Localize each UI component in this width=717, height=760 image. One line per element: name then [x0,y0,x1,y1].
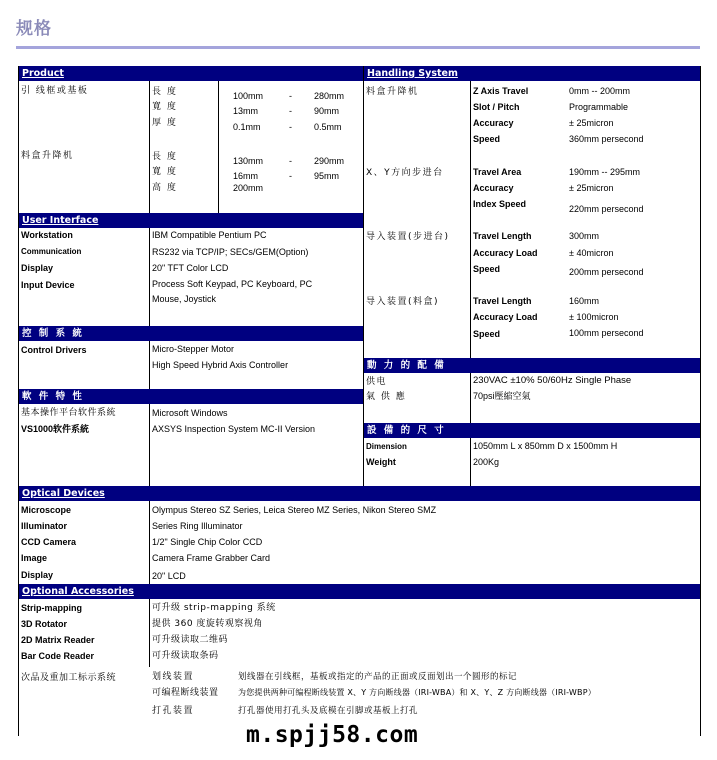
row2-dash: - [289,171,292,181]
software-label-vs1000: VS1000软件系統 [21,424,90,434]
ui-label-input-device: Input Device [21,280,75,290]
product-row1-label: 引 线框或基板 [21,86,89,96]
handling-key: Index Speed [473,199,527,209]
user-interface-header: User Interface [19,213,363,228]
power-label-air: 氣 供 應 [366,392,407,402]
page-title: 规格 [16,19,52,39]
handling-value: Programmable [569,102,629,112]
handling-value: 300mm [569,231,600,241]
control-label: Control Drivers [21,345,87,355]
ui-value-input-device: Process Soft Keypad, PC Keyboard, PC [152,279,313,289]
accessory-value: 可升级 strip-mapping 系统 [152,603,276,613]
handling-col-sep [470,81,471,358]
handling-key: Travel Length [473,296,532,306]
handling-group4-label: 导入装置(料盒) [366,297,440,307]
optical-label: Display [21,570,54,580]
ui-value-communication: RS232 via TCP/IP; SECs/GEM(Option) [152,247,309,257]
marking-item: 可编程断线装置 [152,688,219,698]
optical-value: 20" LCD [152,571,186,581]
product-row2-label: 料盒升降机 [21,151,74,161]
marking-desc: 划线器在引线框，基板或指定的产品的正面或反面划出一个圆形的标记 [238,672,518,682]
handling-value: 220mm persecond [569,204,644,214]
dimension-header: 設 備 的 尺 寸 [364,423,700,438]
handling-key: Accuracy Load [473,248,538,258]
marking-system-label: 次品及重加工标示系统 [21,673,117,683]
row2-height: 200mm [233,183,264,193]
power-label-electric: 供电 [366,377,388,387]
optical-value: Camera Frame Grabber Card [152,553,271,563]
dimension-label: Dimension [366,442,407,451]
software-value-platform: Microsoft Windows [152,408,228,418]
site-watermark[interactable]: m.spjj58.com [246,722,419,748]
handling-key: Accuracy Load [473,312,538,322]
dim-length: 長 度 [152,152,178,162]
handling-value: 100mm persecond [569,328,644,338]
row1-dash: - [289,106,292,116]
dimension-col-sep [470,438,471,486]
accessory-label: Bar Code Reader [21,651,95,661]
handling-value: 160mm [569,296,600,306]
row2-max-length: 290mm [314,156,345,166]
accessory-value: 可升级读取二维码 [152,635,229,645]
row1-dash: - [289,122,292,132]
handling-value: 200mm persecond [569,267,644,277]
row1-max-thickness: 0.5mm [314,122,342,132]
software-col-sep [149,404,150,486]
row1-min-length: 100mm [233,91,264,101]
marking-desc: 打孔器使用打孔头及底模在引脚或基板上打孔 [238,706,419,716]
ui-value-workstation: IBM Compatible Pentium PC [152,230,267,240]
handling-key: Speed [473,264,501,274]
ui-label-display: Display [21,263,54,273]
product-col-sep [149,81,150,213]
dim-thickness: 厚 度 [152,118,178,128]
optical-value: Olympus Stereo SZ Series, Leica Stereo MZ Series, Nikon Stereo SMZ [152,505,437,515]
row1-dash: - [289,91,292,101]
power-col-sep [470,373,471,423]
optical-label: Illuminator [21,521,68,531]
optical-value: 1/2" Single Chip Color CCD [152,537,263,547]
handling-key: Travel Length [473,231,532,241]
optical-devices-header: Optical Devices [19,486,700,501]
handling-key: Speed [473,329,501,339]
power-value-air: 70psi壓縮空氣 [473,391,531,401]
optical-value: Series Ring Illuminator [152,521,243,531]
row2-dash: - [289,156,292,166]
dim-height: 高 度 [152,183,178,193]
optical-label: Microscope [21,505,72,515]
handling-group3-label: 导入装置(步进台) [366,232,450,242]
handling-key: Slot / Pitch [473,102,520,112]
accessory-value: 提供 360 度旋转观察视角 [152,619,263,629]
handling-group2-label: X、Y方向步进台 [366,168,444,178]
handling-value: 360mm persecond [569,134,644,144]
accessory-value: 可升级读取条码 [152,651,219,661]
handling-key: Accuracy [473,183,514,193]
accessory-label: 3D Rotator [21,619,68,629]
power-header: 動 力 的 配 備 [364,358,700,373]
ui-value-display: 20" TFT Color LCD [152,263,229,273]
software-header: 軟 件 特 性 [19,389,363,404]
row1-max-width: 90mm [314,106,340,116]
marking-item: 打孔装置 [152,706,195,716]
handling-value: ± 100micron [569,312,619,322]
row1-max-length: 280mm [314,91,345,101]
accessory-label: Strip-mapping [21,603,82,613]
optional-accessories-header: Optional Accessories [19,584,700,599]
accessories-col-sep [149,599,150,667]
handling-value: ± 40micron [569,248,614,258]
handling-value: ± 25micron [569,118,614,128]
control-col-sep [149,341,150,389]
optical-label: Image [21,553,48,563]
dimension-value: 1050mm L x 850mm D x 1500mm H [473,441,618,451]
ui-label-workstation: Workstation [21,230,73,240]
product-col-sep-2 [218,81,219,213]
weight-value: 200Kg [473,457,500,467]
control-value-1: Micro-Stepper Motor [152,344,235,354]
handling-key: Accuracy [473,118,514,128]
handling-value: ± 25micron [569,183,614,193]
ui-label-communication: Communication [21,247,82,256]
handling-key: Speed [473,134,501,144]
handling-group1-label: 料盒升降机 [366,87,419,97]
marking-desc: 为您提供两种可编程断线装置 X、Y 方向断线器（IRI-WBA）和 X、Y、Z 方向断线器（IRI-WBP） [238,688,596,697]
product-header: Product [19,66,363,81]
row2-max-width: 95mm [314,171,340,181]
handling-value: 190mm -- 295mm [569,167,641,177]
row1-min-thickness: 0.1mm [233,122,261,132]
accessory-label: 2D Matrix Reader [21,635,95,645]
row1-min-width: 13mm [233,106,259,116]
optical-col-sep [149,501,150,584]
software-label-platform: 基本操作平台软件系統 [21,408,117,418]
ui-value-input-device-2: Mouse, Joystick [152,294,217,304]
dim-width: 寬 度 [152,167,178,177]
sheet-right-border [700,66,701,736]
handling-system-header: Handling System [364,66,700,81]
software-value-vs1000: AXSYS Inspection System MC-II Version [152,424,316,434]
row2-min-width: 16mm [233,171,259,181]
dim-length: 長 度 [152,87,178,97]
marking-item: 划线装置 [152,672,195,682]
optical-label: CCD Camera [21,537,77,547]
dim-width: 寬 度 [152,102,178,112]
row2-min-length: 130mm [233,156,264,166]
title-divider [16,46,700,49]
weight-label: Weight [366,457,396,467]
handling-key: Travel Area [473,167,522,177]
control-system-header: 控 制 系 統 [19,326,363,341]
control-value-2: High Speed Hybrid Axis Controller [152,360,289,370]
power-value-electric: 230VAC ±10% 50/60Hz Single Phase [473,375,632,386]
ui-col-sep [149,228,150,326]
handling-key: Z Axis Travel [473,86,529,96]
handling-value: 0mm -- 200mm [569,86,631,96]
